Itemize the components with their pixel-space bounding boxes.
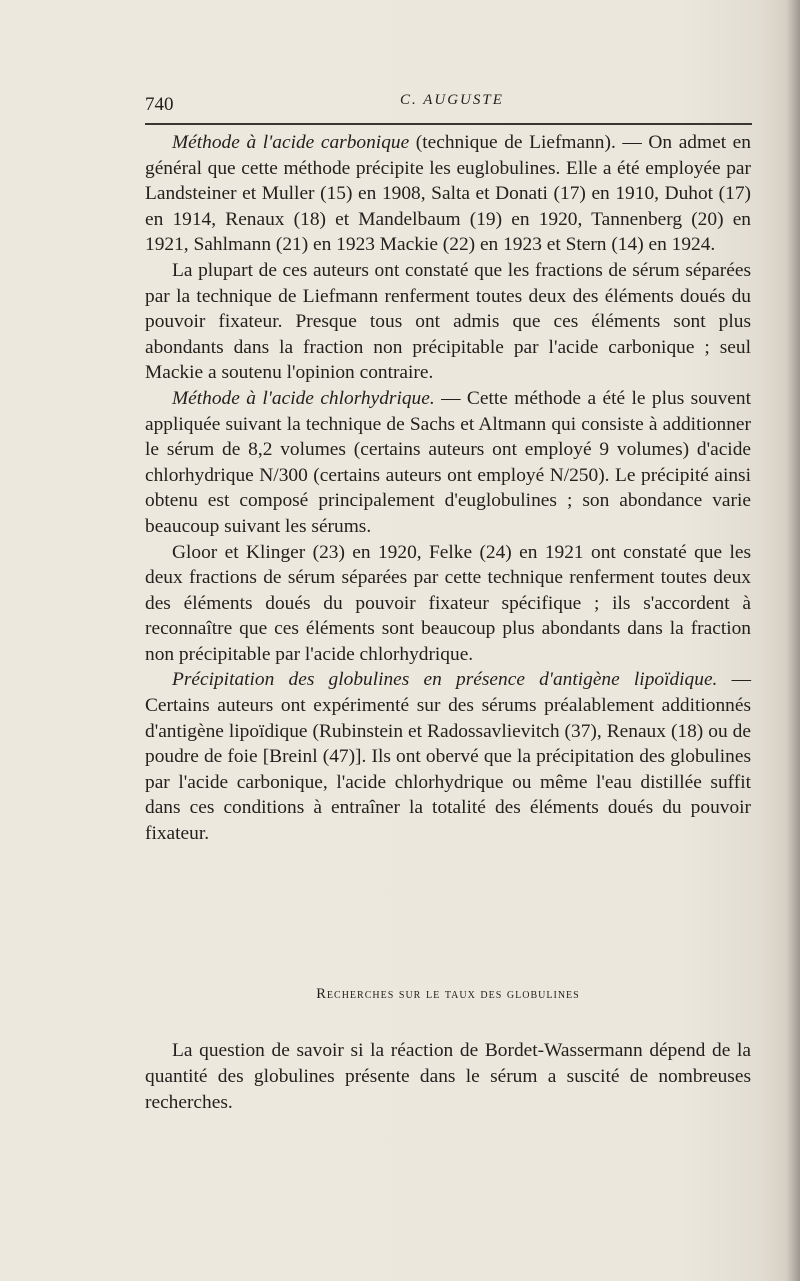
paragraph-text: — Certains auteurs ont expérimenté sur des sérums préalablement additionnés d'antigène lipoïdique (Rubinstein et Radossavlievitch (37), Renaux (18) ou de poudre de foie [Breinl (47)]. Ils ont obervé que la précipitation des globulines par l'acide carbonique, l'acide chlorhydrique ou même l'eau distillée suffit dans ces conditions à entraîner la totalité des éléments doués du pouvoir fixateur. bbox=[145, 669, 751, 845]
paragraph-text: (technique de Liefmann). — On admet en général que cette méthode précipite les euglobulines. Elle a été employée par Landsteiner et Muller (15) en 1908, Salta et Donati (17) en 1910, Duhot (17) en 1914, Renaux (18) et Mandelbaum (19) en 1920, Tannenberg (20) en 1921, Sahlmann (21) en 1923 Mackie (22) en 1923 et Stern (14) en 1924. bbox=[145, 132, 751, 256]
section-body bbox=[145, 1038, 751, 1116]
page-edge-shadow bbox=[786, 0, 800, 1281]
paragraph bbox=[145, 540, 751, 668]
paragraph bbox=[145, 667, 751, 846]
paragraph-text: — Cette méthode a été le plus souvent appliquée suivant la technique de Sachs et Altmann qui consiste à additionner le sérum de 8,2 volumes (certains auteurs ont employé 9 volumes) d'acide chlorhydrique N/300 (certains auteurs ont employé N/250). Le précipité ainsi obtenu est composé principalement d'euglobulines ; son abondance varie beaucoup suivant les sérums. bbox=[145, 387, 751, 537]
paragraph-heading: Méthode à l'acide carbonique bbox=[172, 132, 410, 153]
paragraph bbox=[145, 130, 751, 258]
paragraph-text: Gloor et Klinger (23) en 1920, Felke (24) en 1921 ont constaté que les deux fractions de sérum séparées par cette technique renferment toutes deux des éléments doués du pouvoir fixateur spécifique ; ils s'accordent à reconnaître que ces éléments sont beaucoup plus abondants dans la fraction non précipitable par l'acide chlorhydrique. bbox=[145, 541, 751, 665]
section-paragraph: La question de savoir si la réaction de Bordet-Wassermann dépend de la quantité des globulines présente dans le sérum a suscité de nombreuses recherches. bbox=[145, 1040, 751, 1113]
paragraph-heading: Précipitation des globulines en présence d'antigène lipoïdique. bbox=[172, 669, 718, 691]
running-head: C. AUGUSTE bbox=[400, 92, 504, 108]
header-rule bbox=[145, 123, 752, 125]
paragraph-heading: Méthode à l'acide chlorhydrique. bbox=[172, 387, 435, 409]
page-number: 740 bbox=[145, 94, 174, 115]
section-heading: Recherches sur le taux des globulines bbox=[316, 986, 580, 1002]
paragraph bbox=[145, 386, 751, 540]
body-text bbox=[145, 130, 751, 847]
page-header bbox=[145, 92, 750, 120]
paragraph bbox=[145, 258, 751, 386]
paragraph-text: La plupart de ces auteurs ont constaté que les fractions de sérum séparées par la technique de Liefmann renferment toutes deux des éléments doués du pouvoir fixateur. Presque tous ont admis que ces éléments sont plus abondants dans la fraction non précipitable par l'acide carbonique ; seul Mackie a soutenu l'opinion contraire. bbox=[145, 259, 751, 384]
